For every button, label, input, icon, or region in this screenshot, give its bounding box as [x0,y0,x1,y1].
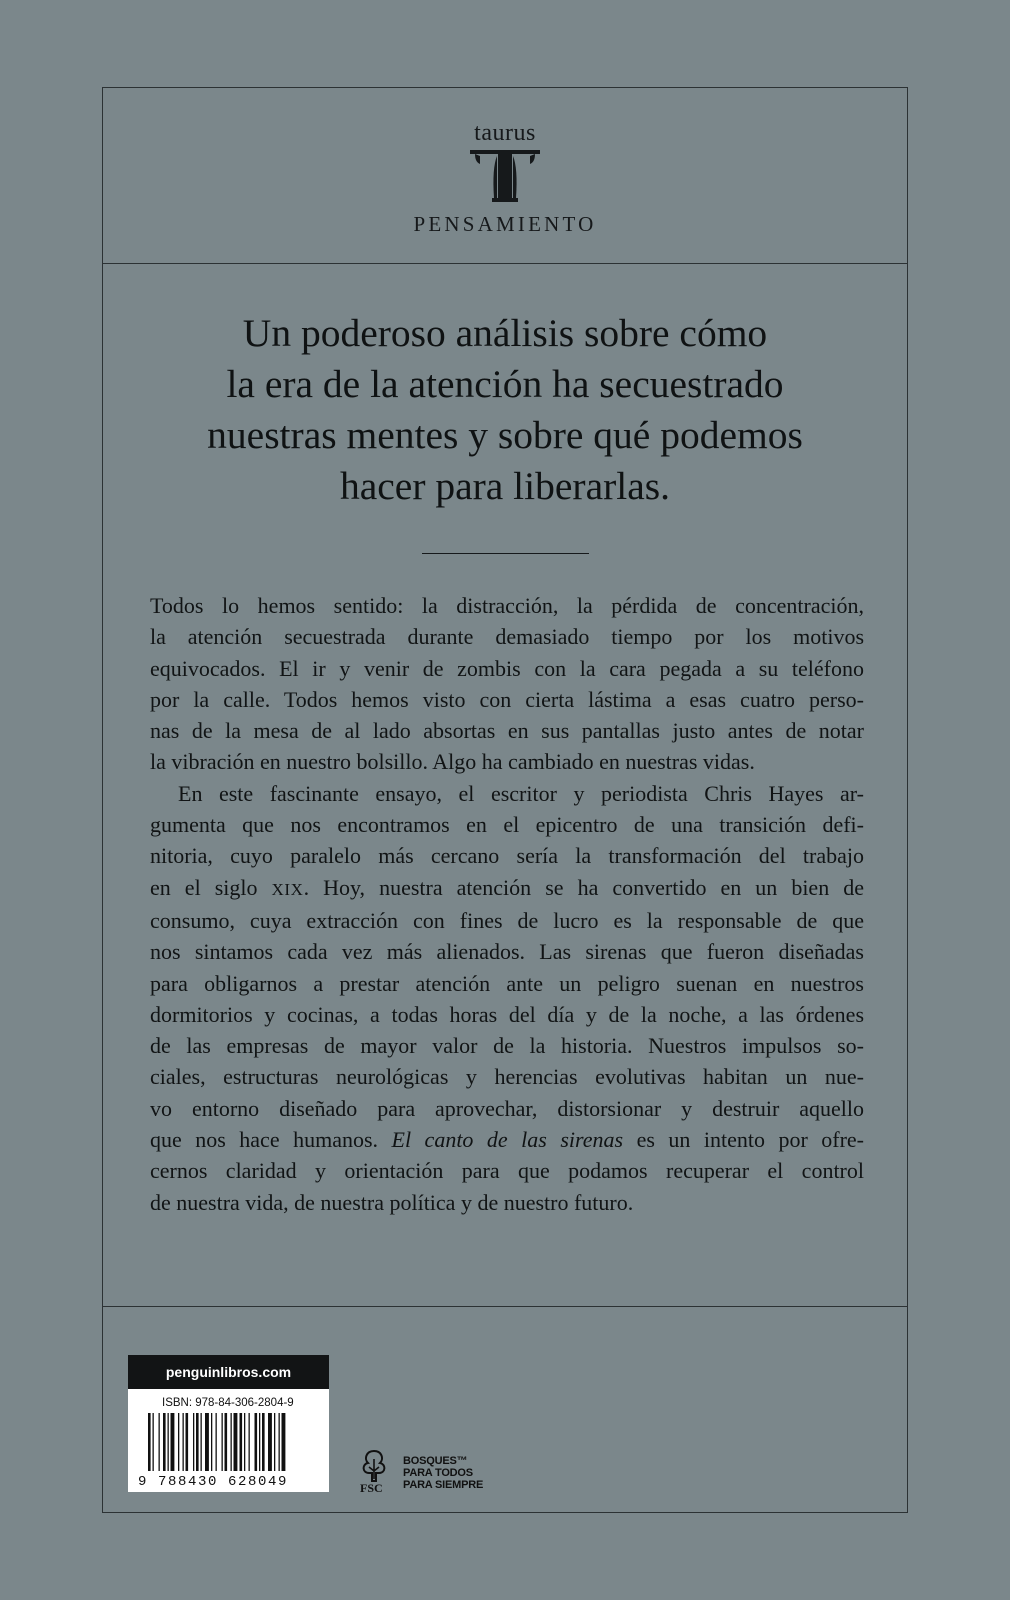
synopsis-line: consumo, cuya extracción con fines de lucro es la responsable de que [150,907,864,933]
tagline-rule [422,553,589,554]
barcode-stripe [216,1413,217,1471]
synopsis-line: ciales, estructuras neurológicas y herencias evolutivas habitan un nue- [150,1064,864,1090]
synopsis-line [150,1124,864,1155]
barcode-stripe [274,1413,275,1471]
barcode-stripe [282,1413,286,1471]
synopsis-line: por la calle. Todos hemos visto con cierta lástima a esas cuatro perso- [150,686,864,712]
barcode-stripe [196,1413,199,1471]
barcode-stripe [259,1413,260,1471]
header-divider [102,263,908,264]
synopsis-fragment: que nos hace humanos. [150,1127,392,1153]
tagline-line: hacer para liberarlas. [339,464,671,508]
barcode-stripe [255,1413,258,1471]
tagline-line: nuestras mentes y sobre qué podemos [207,413,803,457]
synopsis [150,590,864,1218]
publisher-name: taurus [474,120,536,146]
synopsis-line: para obligarnos a prestar atención ante un peligro suenan en nuestros [150,970,864,996]
synopsis-line: cernos claridad y orientación para que podamos recuperar el control [150,1158,864,1184]
synopsis-line: vo entorno diseñado para aprovechar, distorsionar y destruir aquello [150,1095,864,1121]
barcode-stripe [148,1413,151,1471]
barcode-stripe [183,1413,184,1471]
barcode-icon [148,1413,324,1473]
taurus-t-logo-icon [470,150,540,202]
barcode-stripe [163,1413,166,1471]
synopsis-line: la vibración en nuestro bolsillo. Algo ha cambiado en nuestras vidas. [150,749,755,775]
barcode-stripe [171,1413,175,1471]
century-numeral: XIX [271,879,304,899]
barcode-stripe [205,1413,209,1471]
tagline-line: la era de la atención ha secuestrado [226,362,784,406]
fsc-slogan-line: PARA TODOS [403,1467,473,1479]
fsc-tree-icon [356,1449,392,1483]
collection-name: PENSAMIENTO [413,212,597,236]
barcode-stripe [225,1413,228,1471]
synopsis-line: En este fascinante ensayo, el escritor y periodista Chris Hayes ar- [178,780,864,806]
barcode-stripe [231,1413,232,1471]
isbn-label: ISBN: 978-84-306-2804-9 [162,1397,294,1409]
barcode-stripe [262,1413,265,1471]
synopsis-line: nos sintamos cada vez más alienados. Las sirenas que fueron diseñadas [150,939,864,965]
synopsis-fragment: . Hoy, nuestra atención se ha convertido en un bien de [303,874,864,900]
synopsis-line: la atención secuestrada durante demasiado tiempo por los motivos [150,624,864,650]
barcode-stripe [244,1413,245,1471]
synopsis-line [150,872,864,905]
synopsis-line: equivocados. El ir y venir de zombis con la cara pegada a su teléfono [150,655,864,681]
barcode-stripe [153,1413,154,1471]
fsc-slogan-line: PARA SIEMPRE [403,1479,484,1491]
tagline-line: Un poderoso análisis sobre cómo [242,311,768,355]
barcode-stripe [222,1413,223,1471]
synopsis-fragment: es un intento por ofre- [623,1127,865,1153]
fsc-label: FSC [360,1481,383,1495]
website-label: penguinlibros.com [128,1355,329,1389]
synopsis-fragment: en el siglo [150,874,272,900]
footer-divider [102,1306,908,1307]
barcode-stripe [240,1413,243,1471]
barcode-stripe [211,1413,212,1471]
synopsis-line: nas de la mesa de al lado absortas en sus pantallas justo antes de notar [150,718,864,744]
barcode-stripe [178,1413,179,1471]
fsc-slogan-line: BOSQUES™ [403,1455,468,1467]
barcode-stripe [234,1413,238,1471]
synopsis-line: de las empresas de mayor valor de la historia. Nuestros impulsos so- [150,1033,864,1059]
barcode-digits: 9 788430 628049 [138,1474,289,1490]
synopsis-line: de nuestra vida, de nuestra política y de nuestro futuro. [150,1189,634,1215]
tagline [150,308,860,512]
barcode-block [128,1355,329,1492]
barcode-stripe [168,1413,169,1471]
synopsis-line: nitoria, cuyo paralelo más cercano sería la transformación del trabajo [150,843,864,869]
synopsis-line: gumenta que nos encontramos en el epicentro de una transición defi- [150,812,864,838]
synopsis-line: dormitorios y cocinas, a todas horas del día y de la noche, a las órdenes [150,1001,864,1027]
barcode-stripe [279,1413,280,1471]
fsc-slogan [403,1455,483,1491]
barcode-stripe [249,1413,250,1471]
synopsis-line: Todos lo hemos sentido: la distracción, la pérdida de concentración, [150,593,864,618]
barcode-stripe [193,1413,194,1471]
barcode-stripe [201,1413,202,1471]
barcode-stripe [186,1413,189,1471]
book-title: El canto de las sirenas [391,1127,624,1153]
barcode-stripe [268,1413,272,1471]
barcode-stripe [159,1413,160,1471]
